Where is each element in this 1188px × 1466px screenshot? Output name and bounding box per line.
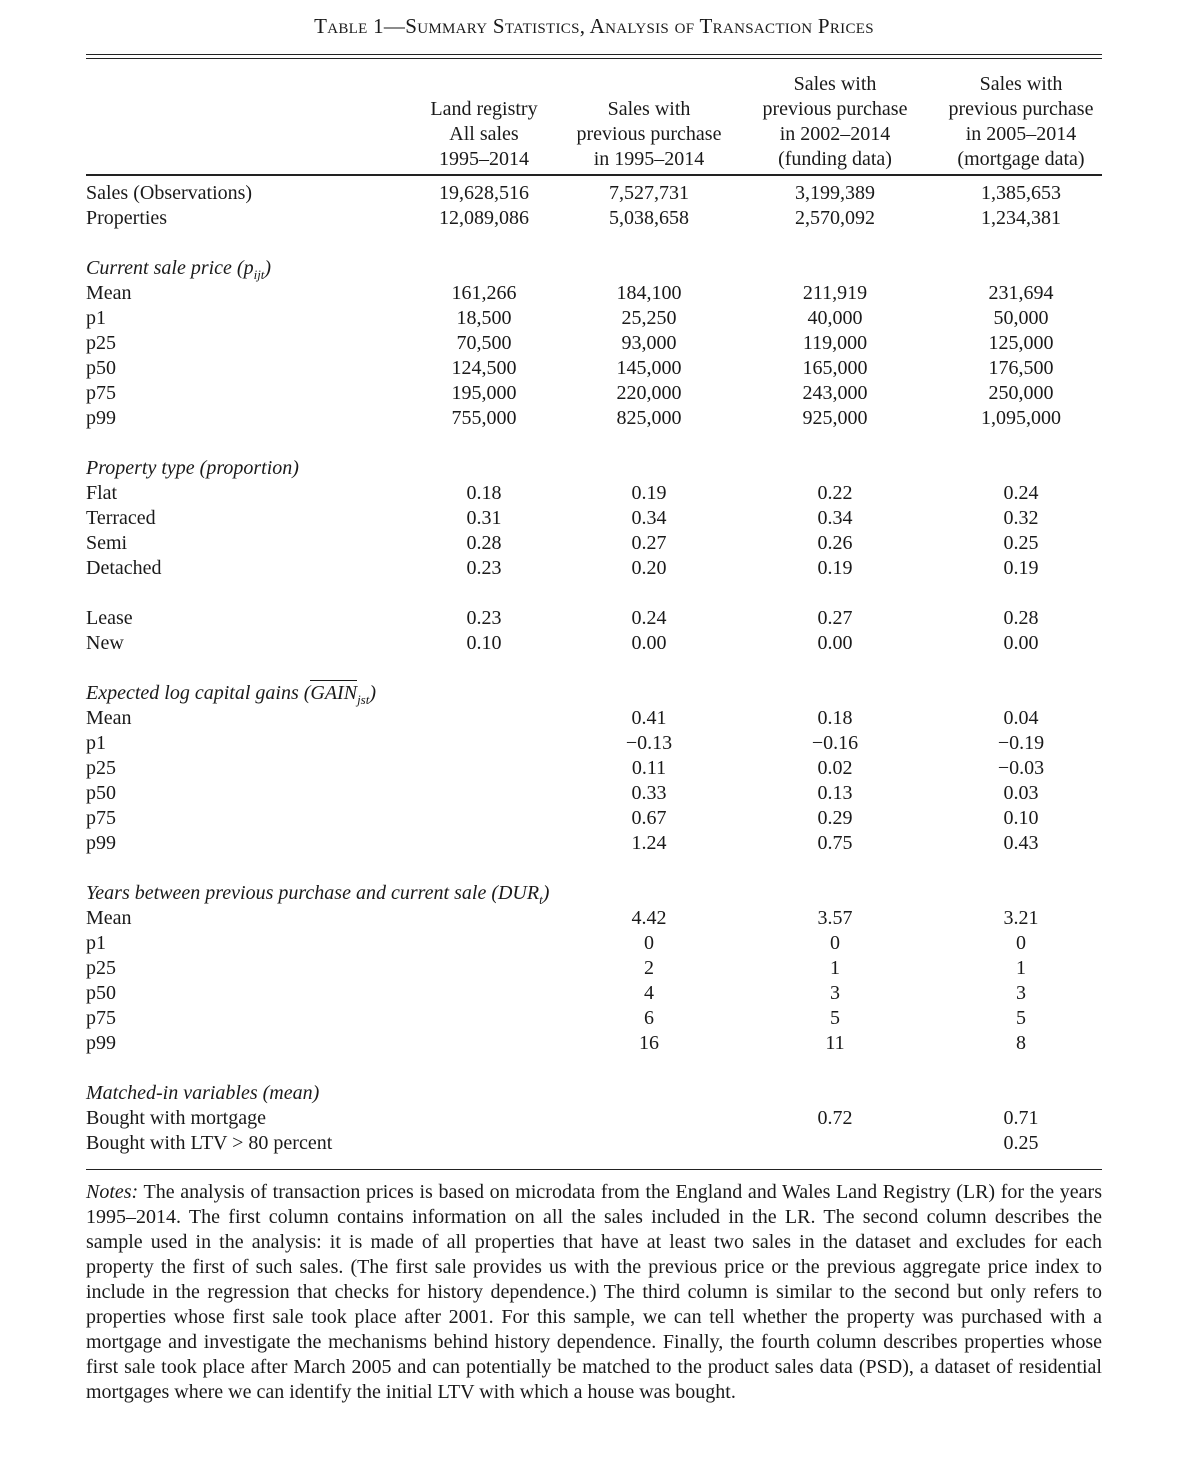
table-row [86,1131,1102,1156]
row-label: p75 [86,807,116,829]
cell-col-3: 0.13 [817,782,853,804]
column-header-line: in 2005–2014 [965,123,1077,145]
cell-col-3: 0.27 [817,607,853,629]
column-header-3 [755,66,915,172]
cell-col-4: 3 [1016,982,1026,1004]
cell-col-4: 50,000 [993,307,1049,329]
cell-col-2: 145,000 [616,357,682,379]
table-row [86,181,1102,206]
cell-col-3: 925,000 [802,407,868,429]
table-row [86,706,1102,731]
cell-col-3: 243,000 [802,382,868,404]
column-header-line: (funding data) [778,148,892,170]
table-row [86,1006,1102,1031]
cell-col-3: 3.57 [817,907,853,929]
row-label: Semi [86,532,128,554]
section-label-text: Property type (proportion) [86,457,299,479]
cell-col-3: 0.22 [817,482,853,504]
cell-col-4: 3.21 [1003,907,1039,929]
row-label: Mean [86,707,132,729]
notes-text: The analysis of transaction prices is based on microdata from the England and Wales Land Registry (LR) for the years 1995–2014. The first column contains information on all the sales included in the LR. The second column describes the sample used in the analysis: it is made of all properties that have at least two sales in the dataset and excludes for each property the first of such sales. (The first sale provides us with the previous price or the previous aggregate price index to include in the regression that checks for history dependence.) The third column is similar to the second but only refers to properties whose first sale took place after 2001. For this sample, we can tell whether the property was purchased with a mortgage and investigate the mechanisms behind history dependence. Finally, the fourth column describes properties whose first sale took place after March 2005 and can potentially be matched to the product sales data (PSD), a dataset of residential mortgages where we can identify the initial LTV with which a house was bought. [86,1181,1102,1403]
column-header-line: in 1995–2014 [593,148,705,170]
row-label: p25 [86,757,116,779]
section-label-text: Expected log capital gains ( [86,682,311,704]
table-row [86,981,1102,1006]
cell-col-2: 0.27 [631,532,667,554]
column-header-2 [569,66,729,172]
row-label: p1 [86,307,106,329]
cell-col-4: 0.25 [1003,1132,1039,1154]
table-row [86,631,1102,656]
table-row [86,331,1102,356]
section-subscript: ijt [253,267,265,282]
table-row [86,481,1102,506]
cell-col-2: 0.41 [631,707,667,729]
table-row [86,606,1102,631]
cell-col-4: 0.28 [1003,607,1039,629]
row-label: p50 [86,782,116,804]
column-header-line: Sales with [793,73,877,95]
row-label: p99 [86,832,116,854]
cell-col-1: 755,000 [451,407,517,429]
top-rule-2 [86,58,1102,59]
column-header-line: All sales [449,123,519,145]
cell-col-4: 1,385,653 [981,182,1061,204]
cell-col-2: 184,100 [616,282,682,304]
cell-col-2: 1.24 [631,832,667,854]
cell-col-3: 2,570,092 [795,207,875,229]
table-row [86,1106,1102,1131]
cell-col-3: 165,000 [802,357,868,379]
section-symbol: GAIN [310,682,358,704]
cell-col-4: 0.24 [1003,482,1039,504]
section-label-tail: ) [542,882,550,904]
cell-col-2: 0.00 [631,632,667,654]
cell-col-1: 18,500 [456,307,512,329]
cell-col-4: 0.32 [1003,507,1039,529]
row-label: Lease [86,607,133,629]
cell-col-1: 70,500 [456,332,512,354]
row-label: p75 [86,382,116,404]
cell-col-3: 0.19 [817,557,853,579]
cell-col-4: 0.19 [1003,557,1039,579]
cell-col-2: 16 [639,1032,659,1054]
cell-col-2: 0 [644,932,654,954]
column-header-line: Land registry [430,98,538,120]
section-symbol: DUR [497,882,540,904]
table-notes [86,1180,1102,1405]
row-label: Properties [86,207,168,229]
column-header-line: previous purchase [576,123,722,145]
table-row [86,406,1102,431]
cell-col-4: −0.19 [997,732,1045,754]
cell-col-2: −0.13 [625,732,673,754]
section-header [86,681,1102,706]
cell-col-2: 0.34 [631,507,667,529]
cell-col-1: 0.10 [466,632,502,654]
column-header-line: previous purchase [948,98,1094,120]
section-label-text: Current sale price ( [86,257,244,279]
cell-col-4: 1 [1016,957,1026,979]
column-header-line: (mortgage data) [957,148,1085,170]
table-row [86,956,1102,981]
section-label-tail: ) [264,257,272,279]
row-label: p99 [86,407,116,429]
table-row [86,206,1102,231]
cell-col-2: 0.11 [631,757,667,779]
cell-col-1: 0.31 [466,507,502,529]
section-label [86,1081,319,1106]
cell-col-1: 0.28 [466,532,502,554]
row-label: Detached [86,557,162,579]
cell-col-2: 93,000 [621,332,677,354]
row-label: p25 [86,957,116,979]
cell-col-3: 5 [830,1007,840,1029]
table-row [86,731,1102,756]
cell-col-3: −0.16 [811,732,859,754]
cell-col-2: 0.67 [631,807,667,829]
cell-col-1: 0.23 [466,557,502,579]
section-symbol: p [243,257,254,279]
column-header-line: in 2002–2014 [779,123,891,145]
cell-col-3: 40,000 [807,307,863,329]
cell-col-1: 19,628,516 [439,182,529,204]
cell-col-4: 0 [1016,932,1026,954]
cell-col-4: 1,234,381 [981,207,1061,229]
cell-col-4: 0.10 [1003,807,1039,829]
section-header [86,1081,1102,1106]
notes-lead: Notes: [86,1181,139,1203]
cell-col-4: 5 [1016,1007,1026,1029]
cell-col-4: 250,000 [988,382,1054,404]
cell-col-1: 124,500 [451,357,517,379]
cell-col-3: 0.34 [817,507,853,529]
column-header-line: previous purchase [762,98,908,120]
table-row [86,756,1102,781]
table-row [86,281,1102,306]
cell-col-4: 176,500 [988,357,1054,379]
cell-col-3: 3,199,389 [795,182,875,204]
cell-col-2: 5,038,658 [609,207,689,229]
table-row [86,831,1102,856]
header-rule [86,174,1102,176]
column-header-line: Sales with [979,73,1063,95]
cell-col-4: 0.03 [1003,782,1039,804]
row-label: New [86,632,124,654]
cell-col-1: 161,266 [451,282,517,304]
cell-col-3: 0 [830,932,840,954]
cell-col-4: 0.43 [1003,832,1039,854]
cell-col-3: 0.72 [817,1107,853,1129]
row-label: p25 [86,332,116,354]
table-row [86,781,1102,806]
section-header [86,456,1102,481]
cell-col-1: 195,000 [451,382,517,404]
section-subscript: t [539,892,543,907]
cell-col-2: 0.33 [631,782,667,804]
cell-col-4: 0.25 [1003,532,1039,554]
cell-col-3: 0.26 [817,532,853,554]
row-label: Flat [86,482,118,504]
table-row [86,906,1102,931]
column-header-4 [941,66,1101,172]
row-label: Bought with LTV > 80 percent [86,1132,333,1154]
column-header-line: Sales with [607,98,691,120]
table-title: Table 1—Summary Statistics, Analysis of Transaction Prices [314,14,874,38]
cell-col-4: 8 [1016,1032,1026,1054]
cell-col-3: 0.29 [817,807,853,829]
row-label: p99 [86,1032,116,1054]
column-header-1 [404,66,564,172]
cell-col-2: 6 [644,1007,654,1029]
row-label: Terraced [86,507,156,529]
table-row [86,356,1102,381]
section-header [86,256,1102,281]
row-label: Mean [86,907,132,929]
section-label-tail: ) [369,682,377,704]
cell-col-3: 0.18 [817,707,853,729]
row-label: p50 [86,982,116,1004]
cell-col-2: 0.20 [631,557,667,579]
table-row [86,531,1102,556]
row-label: Bought with mortgage [86,1107,266,1129]
cell-col-3: 11 [825,1032,845,1054]
cell-col-2: 0.24 [631,607,667,629]
section-label-text: Matched-in variables (mean) [86,1082,320,1104]
row-label: Mean [86,282,132,304]
table-row [86,806,1102,831]
section-header [86,881,1102,906]
cell-col-2: 2 [644,957,654,979]
table-row [86,381,1102,406]
row-label: p1 [86,732,106,754]
table-row [86,931,1102,956]
cell-col-3: 1 [830,957,840,979]
cell-col-3: 0.00 [817,632,853,654]
cell-col-2: 4 [644,982,654,1004]
cell-col-4: −0.03 [997,757,1045,779]
cell-col-4: 0.04 [1003,707,1039,729]
cell-col-2: 825,000 [616,407,682,429]
table-row [86,506,1102,531]
table-row [86,306,1102,331]
cell-col-3: 3 [830,982,840,1004]
cell-col-4: 0.71 [1003,1107,1039,1129]
top-rule-1 [86,54,1102,55]
row-label: p75 [86,1007,116,1029]
cell-col-2: 4.42 [631,907,667,929]
cell-col-2: 7,527,731 [609,182,689,204]
cell-col-4: 231,694 [988,282,1054,304]
cell-col-2: 25,250 [621,307,677,329]
cell-col-1: 0.18 [466,482,502,504]
table-row [86,556,1102,581]
cell-col-3: 0.75 [817,832,853,854]
table-row [86,1031,1102,1056]
cell-col-3: 119,000 [802,332,868,354]
bottom-rule [86,1169,1102,1170]
cell-col-3: 0.02 [817,757,853,779]
cell-col-4: 0.00 [1003,632,1039,654]
cell-col-2: 0.19 [631,482,667,504]
row-label: Sales (Observations) [86,182,253,204]
row-label: p50 [86,357,116,379]
section-subscript: jst [357,692,370,707]
cell-col-4: 1,095,000 [981,407,1061,429]
cell-col-1: 0.23 [466,607,502,629]
cell-col-2: 220,000 [616,382,682,404]
cell-col-1: 12,089,086 [439,207,529,229]
row-label: p1 [86,932,106,954]
section-label [86,456,299,481]
cell-col-3: 211,919 [802,282,868,304]
cell-col-4: 125,000 [988,332,1054,354]
column-header-line: 1995–2014 [439,148,529,170]
section-label-text: Years between previous purchase and current sale ( [86,882,498,904]
